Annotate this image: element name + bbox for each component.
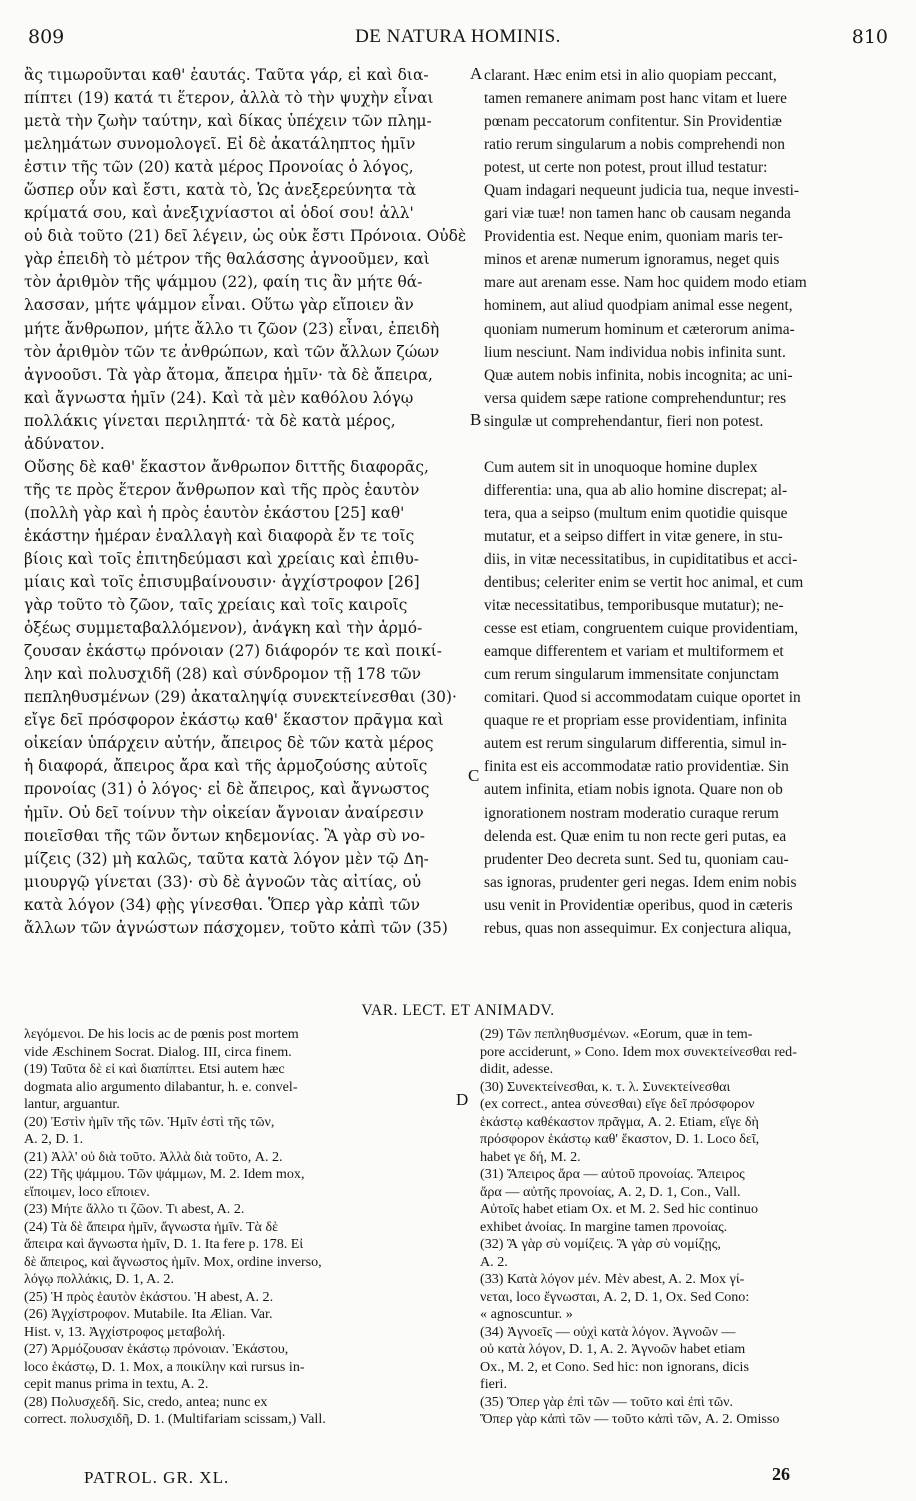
latin-text-column: [484, 64, 894, 940]
text-line: γὰρ τοῦτο τὸ ζῶον, ταῖς χρείαις καὶ τοῖς καιροῖς: [24, 596, 408, 615]
margin-letter-c: C: [468, 766, 480, 785]
text-line: ποιεῖσθαι τῆς τῶν ὄντων κηδεμονίας. Ἃ γὰρ σὺ νο-: [24, 826, 425, 845]
text-line: ratio rerum singularum a nobis comprehendi non: [484, 136, 785, 154]
text-line: δὲ ἄπειρος, καὶ ἄγνωστος ἡμῖν. Mox, ordine inverso,: [24, 1253, 322, 1270]
text-line: correct. πολυσχιδῆ, D. 1. (Multifariam scissam,) Vall.: [24, 1411, 326, 1427]
text-line: autem infinita, etiam nobis ignota. Quare non ob: [484, 781, 783, 799]
text-line: Quæ autem nobis infinita, nobis incognita; ac uni-: [484, 366, 793, 384]
text-line: λόγῳ πολλάκις, D. 1, A. 2.: [24, 1271, 174, 1287]
text-line: autem est rerum singularum differentia, simul in-: [484, 735, 787, 753]
text-line: τὸν ἀριθμὸν τῶν τε ἀνθρώπων, καὶ τῶν ἄλλων ζώων: [24, 342, 440, 361]
text-line: mutatur, et a seipso differt in vitæ genere, in stu-: [484, 527, 783, 545]
text-line: μελημάτων συνομολογεῖ. Εἰ δὲ ἀκατάληπτος ἡμῖν: [24, 135, 416, 154]
text-line: quoniam numerum hominum et cæterorum anima-: [484, 320, 795, 338]
text-line: μίαις καὶ τοῖς ἐπισυμβαίνουσιν· ἀγχίστροφον [26]: [24, 573, 420, 592]
text-line: ἀγνοοῦσι. Τὰ γὰρ ἄτομα, ἄπειρα ἡμῖν· τὰ δὲ ἄπειρα,: [24, 365, 433, 384]
notes-right-column: [480, 1026, 892, 1429]
text-line: diis, in vitæ necessitatibus, in cupiditatibus et acci-: [484, 550, 798, 568]
text-line: (24) Τὰ δὲ ἄπειρα ἡμῖν, ἄγνωστα ἡμῖν. Τὰ δὲ: [24, 1218, 279, 1235]
greek-text-column: [24, 64, 470, 940]
margin-letter-b: B: [470, 410, 482, 429]
text-line: λην καὶ πολυσχιδῆ (28) καὶ σύνδρομον τῇ 178 τῶν: [24, 665, 421, 684]
text-line: Αὐτοῖς habet etiam Ox. et M. 2. Sed hic continuo: [480, 1201, 759, 1217]
text-line: (33) Κατὰ λόγον μέν. Μὲν abest, A. 2. Mox γί-: [480, 1271, 745, 1287]
text-line: singulæ ut comprehendantur, fieri non potest.: [484, 412, 764, 430]
text-line: lium nesciunt. Nam individua nobis infinita sunt.: [484, 343, 786, 361]
text-line: Hist. v, 13. Ἀγχίστροφος μεταβολή.: [24, 1323, 226, 1340]
text-line: (31) Ἄπειρος ἄρα — αὐτοῦ προνοίας. Ἄπειρος: [480, 1166, 745, 1182]
text-line: didit, adesse.: [480, 1061, 554, 1077]
text-line: καὶ ἄγνωστα ἡμῖν (24). Καὶ τὰ μὲν καθόλου λόγῳ: [24, 388, 414, 407]
text-line: βίοις καὶ τοῖς ἐπιτηδεύμασι καὶ χρείαις καὶ ἐπιθυ-: [24, 549, 420, 568]
text-line: (19) Ταῦτα δὲ εἰ καὶ διαπίπτει. Etsi autem hæc: [24, 1061, 285, 1077]
text-line: usu venit in Providentiæ operibus, quod in cæteris: [484, 896, 793, 914]
margin-letter-d: D: [456, 1090, 469, 1109]
text-line: A. 2, D. 1.: [24, 1131, 84, 1147]
text-line: (32) Ἃ γὰρ σὺ νομίζεις. Ἃ γὰρ σὺ νομίζῃς,: [480, 1236, 721, 1252]
text-line: prudenter Deo decreta sunt. Sed tu, quoniam cau-: [484, 850, 789, 868]
text-line: (27) Ἁρμόζουσαν ἑκάστῳ πρόνοιαν. Ἑκάστου,: [24, 1341, 289, 1357]
running-title: DE NATURA HOMINIS.: [355, 26, 561, 47]
text-line: λασσαν, μήτε ψάμμον εἶναι. Οὕτω γὰρ εἴποιεν ἂν: [24, 296, 414, 315]
text-line: ἄλλων τῶν ἀγνώστων πάσχομεν, τοῦτο κἀπὶ τῶν (35): [24, 918, 448, 937]
text-line: finita est eis accommodatæ ratio providentiæ. Sin: [484, 758, 789, 776]
page-number-left: 809: [28, 26, 65, 48]
text-line: versa quidem sæpe ratione comprehenduntur; res: [484, 389, 787, 407]
text-line: fieri.: [480, 1376, 507, 1392]
variant-readings-heading: VAR. LECT. ET ANIMADV.: [361, 1002, 555, 1019]
text-line: vide Æschinem Socrat. Dialog. III, circa finem.: [24, 1043, 292, 1060]
text-line: (29) Τῶν πεπληθυσμένων. «Eorum, quæ in tem-: [480, 1026, 753, 1042]
text-line: ἐστιν τῆς τῶν (20) κατὰ μέρος Προνοίας ὁ λόγος,: [24, 158, 414, 177]
text-line: pore acciderunt, » Cono. Idem mox συνεκτείνεσθαι red-: [480, 1043, 797, 1060]
text-line: ζουσαν ἑκάστῳ πρόνοιαν (27) διάφορόν τε καὶ ποικί-: [24, 642, 442, 661]
text-line: κρίματά σου, καὶ ἀνεξιχνίαστοι αἱ ὁδοί σου! ἀλλ': [24, 204, 414, 223]
text-line: ignorationem nostram moderatio curaque rerum: [484, 804, 779, 822]
text-line: (22) Τῆς ψάμμου. Τῶν ψάμμων, M. 2. Idem mox,: [24, 1166, 305, 1182]
text-line: (35) Ὅπερ γὰρ ἐπὶ τῶν — τοῦτο καὶ ἐπὶ τῶν.: [480, 1393, 734, 1410]
text-line: delenda est. Quæ enim tu non recte geri putas, ea: [484, 827, 787, 845]
footer-sheet-number: 26: [772, 1464, 790, 1484]
text-line: ὥσπερ οὖν καὶ ἔστι, κατὰ τὸ, Ὡς ἀνεξερεύνητα τὰ: [24, 181, 417, 200]
text-line: eamque differentem et variam et multiformem et: [484, 643, 784, 661]
text-line: « agnoscuntur. »: [480, 1306, 573, 1322]
text-line: lantur, arguantur.: [24, 1096, 120, 1112]
text-line: dogmata alio argumento dilabantur, h. e. convel-: [24, 1078, 298, 1095]
text-line: pœnam peccatorum confitentur. Sin Providentiæ: [484, 113, 782, 131]
text-line: γὰρ ἐπειδὴ τὸ μέτρον τῆς θαλάσσης ἀγνοοῦμεν, καὶ: [24, 250, 430, 269]
text-line: μήτε ἄνθρωπον, μήτε ἄλλο τι ζῶον (23) εἶναι, ἐπειδὴ: [24, 319, 440, 338]
text-line: (ex correct., antea σύνεσθαι) εἴγε δεῖ πρόσφορον: [480, 1096, 755, 1112]
text-line: (34) Ἀγνοεῖς — οὐχὶ κατὰ λόγον. Ἀγνοῶν —: [480, 1323, 736, 1340]
text-line: habet γε δή, M. 2.: [480, 1148, 581, 1165]
text-line: οὐ διὰ τοῦτο (21) δεῖ λέγειν, ὡς οὐκ ἔστι Πρόνοια. Οὐδὲ: [24, 227, 467, 246]
text-line: Cum autem sit in unoquoque homine duplex: [484, 458, 758, 476]
text-line: (25) Ἡ πρὸς ἑαυτὸν ἑκάστου. Ἡ abest, A. 2.: [24, 1288, 274, 1305]
text-line: μίζεις (32) μὴ καλῶς, ταῦτα κατὰ λόγον μὲν τῷ Δη-: [24, 849, 429, 868]
text-line: clarant. Hæc enim etsi in alio quopiam peccant,: [484, 67, 777, 84]
text-line: Ox., M. 2, et Cono. Sed hic: non ignorans, dicis: [480, 1358, 749, 1375]
text-line: (28) Πολυσχεδῆ. Sic, credo, antea; nunc ex: [24, 1393, 268, 1410]
text-line: cesse est etiam, congruentem cuique providentiam,: [484, 620, 799, 638]
text-line: (21) Ἀλλ' οὐ διὰ τοῦτο. Ἀλλὰ διὰ τοῦτο, A. 2.: [24, 1148, 283, 1165]
text-line: οἰκείαν ὑπάρχειν αὐτήν, ἄπειρος δὲ τῶν κατὰ μέρος: [24, 734, 434, 753]
text-line: differentia: una, qua ab alio homine discrepat; al-: [484, 481, 788, 499]
text-line: hominem, aut aliud quodpiam animal esse negent,: [484, 297, 793, 315]
text-line: minos et arenæ numerum ignoramus, neget quis: [484, 251, 780, 269]
text-line: ἑκάστην ἡμέραν ἐναλλαγὴ καὶ διαφορὰ ἔν τε τοῖς: [24, 526, 415, 545]
text-line: (26) Ἀγχίστροφον. Mutabile. Ita Ælian. Var.: [24, 1306, 273, 1322]
text-line: tamen remanere animam post hanc vitam et luere: [484, 90, 787, 108]
text-line: ἑκάστῳ καθέκαστον πρᾶγμα, A. 2. Etiam, εἴγε δὴ: [480, 1113, 759, 1130]
text-line: rebus, quas non assequimur. Ex conjectura aliqua,: [484, 919, 792, 937]
text-line: (23) Μήτε ἄλλο τι ζῶον. Τι abest, A. 2.: [24, 1201, 245, 1217]
text-line: cepit manus prima in textu, A. 2.: [24, 1376, 209, 1392]
text-line: tera, qua a seipso (multum enim quotidie quisque: [484, 504, 788, 522]
text-line: οὐ κατὰ λόγον, D. 1, A. 2. Ἀγνοῶν habet etiam: [480, 1341, 746, 1357]
text-line: πεπληθυσμένων (29) ἀκαταληψίᾳ συνεκτείνεσθαι (30)·: [24, 688, 457, 707]
text-line: gari viæ tuæ! non tamen hanc ob causam neganda: [484, 205, 791, 223]
text-line: εἴγε δεῖ πρόσφορον ἑκάστῳ καθ' ἕκαστον πρᾶγμα καὶ: [24, 711, 444, 730]
text-line: quaque re et propriam esse providentiam, infinita: [484, 712, 788, 730]
text-line: νεται, loco ἔγνωσται, A. 2, D. 1, Ox. Sed Cono:: [480, 1288, 750, 1305]
text-line: πίπτει (19) κατά τι ἕτερον, ἀλλὰ τὸ τὴν ψυχὴν εἶναι: [24, 89, 434, 108]
notes-left-column: [24, 1026, 450, 1429]
text-line: μιουργῷ γίνεται (33)· σὺ δὲ ἀγνοῶν τὰς αἰτίας, οὐ: [24, 872, 422, 891]
page-number-right: 810: [851, 26, 888, 48]
text-line: [484, 433, 894, 456]
text-line: exhibet ἀνοίας. In margine tamen προνοίας.: [480, 1218, 728, 1235]
footer-signature: PATROL. GR. XL.: [84, 1468, 230, 1487]
text-line: ἄρα — αὐτῆς προνοίας, A. 2, D. 1, Con., Vall.: [480, 1183, 741, 1200]
text-line: (30) Συνεκτείνεσθαι, κ. τ. λ. Συνεκτείνεσθαι: [480, 1078, 731, 1095]
text-line: μετὰ τὴν ζωὴν ταύτην, καὶ δίκας ὑπέχειν τῶν πλημ-: [24, 112, 432, 131]
text-line: Providentia est. Neque enim, quoniam maris ter-: [484, 228, 783, 246]
text-line: comitari. Quod si accommodatam cuique oportet in: [484, 689, 801, 707]
text-line: προνοίας (31) ὁ λόγος· εἰ δὲ ἄπειρος, καὶ ἄγνωστος: [24, 780, 430, 799]
text-line: (20) Ἐστὶν ἡμῖν τῆς τῶν. Ἡμῖν ἐστὶ τῆς τῶν,: [24, 1113, 275, 1130]
text-line: τῆς τε πρὸς ἕτερον ἄνθρωπον καὶ τῆς πρὸς ἑαυτὸν: [24, 480, 420, 499]
text-line: ἀδύνατον.: [24, 434, 105, 453]
text-line: ὀξέως συμμεταβαλλόμενον), ἀνάγκη καὶ τὴν ἁρμό-: [24, 619, 423, 638]
text-line: Ὅπερ γὰρ κἀπὶ τῶν — τοῦτο κἀπὶ τῶν, A. 2. Omisso: [480, 1411, 780, 1427]
text-line: vitæ necessitatibus, temporibusque mutatur); ne-: [484, 597, 784, 615]
text-line: λεγόμενοι. De his locis ac de pœnis post mortem: [24, 1026, 299, 1042]
text-line: dentibus; celeriter enim se vertit hoc animal, et cum: [484, 574, 804, 592]
text-line: κατὰ λόγον (34) φῂς γίνεσθαι. Ὅπερ γὰρ κἀπὶ τῶν: [24, 895, 420, 914]
text-line: ἂς τιμωροῦνται καθ' ἑαυτάς. Ταῦτα γάρ, εἰ καὶ δια-: [24, 66, 429, 84]
text-line: loco ἑκάστῳ, D. 1. Mox, a ποικίλην καὶ rursus in-: [24, 1358, 305, 1375]
text-line: πρόσφορον ἑκάστῳ καθ' ἕκαστον, D. 1. Loco δεῖ,: [480, 1131, 760, 1147]
text-line: mare aut arenam esse. Nam hoc quidem modo etiam: [484, 274, 807, 292]
text-line: τὸν ἀριθμὸν τῆς ψάμμου (22), φαίη τις ἂν μήτε θά-: [24, 273, 423, 292]
text-line: Οὔσης δὲ καθ' ἕκαστον ἄνθρωπον διττῆς διαφορᾶς,: [24, 457, 429, 476]
text-line: A. 2.: [480, 1253, 508, 1270]
text-line: ἄπειρα καὶ ἄγνωστα ἡμῖν, D. 1. Ita fere p. 178. Εἰ: [24, 1236, 304, 1252]
text-line: sas ignoras, prudenter geri negas. Idem enim nobis: [484, 873, 797, 891]
text-line: ἡ διαφορά, ἄπειρος ἄρα καὶ τῆς ἁρμοζούσης αὐτοῖς: [24, 757, 428, 776]
text-line: ἡμῖν. Οὐ δεῖ τοίνυν τὴν οἰκείαν ἄγνοιαν ἀναίρεσιν: [24, 803, 424, 822]
text-line: Quam indagari nequeunt judicia tua, neque investi-: [484, 182, 799, 200]
text-line: (πολλὴ γὰρ καὶ ἡ πρὸς ἑαυτὸν ἑκάστου [25] καθ': [24, 503, 405, 522]
text-line: cum rerum singularum immensitate conjunctam: [484, 666, 779, 684]
text-line: potest, ut certe non potest, prout illud testatur:: [484, 159, 768, 177]
text-line: πολλάκις γίνεται περιληπτά· τὰ δὲ κατὰ μέρος,: [24, 411, 396, 430]
margin-letter-a: A: [470, 64, 483, 83]
running-header: [28, 26, 888, 58]
text-line: εἴποιμεν, loco εἴποιεν.: [24, 1183, 150, 1200]
